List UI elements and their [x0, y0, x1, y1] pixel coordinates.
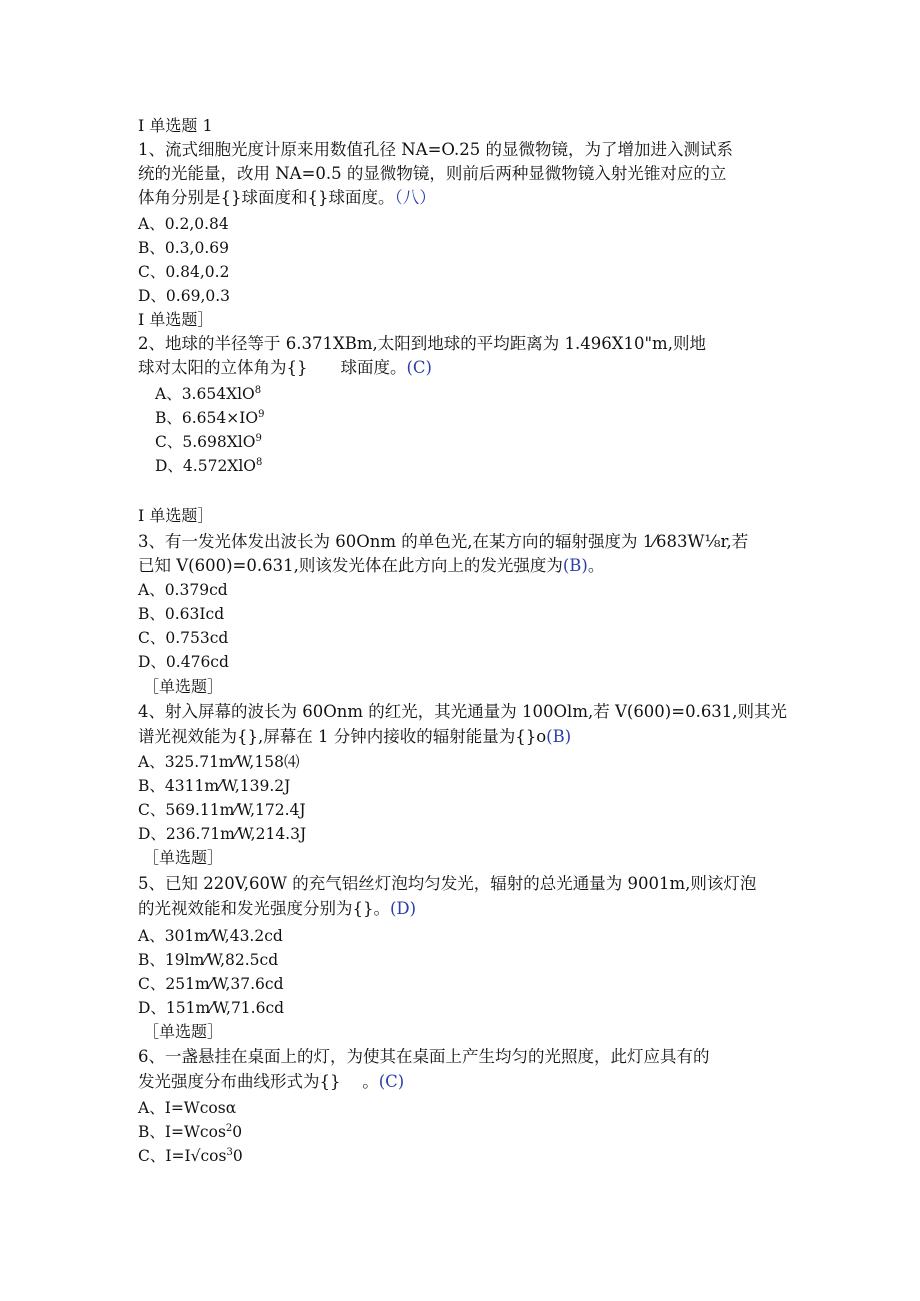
question-4-header: ［单选题］ [143, 677, 224, 696]
question-2-option-b: B、$6.654\times IO^9$ [155, 409, 265, 427]
question-4-line-2: 谱光视效能为{},屏幕在 1 分钟内接收的辐射能量为{}o(B) [138, 727, 572, 746]
question-4-line-1: 4、射入屏幕的波长为 60Onm 的红光，其光通量为 100Olm,若 V(600)=0.631,则其光 [138, 702, 788, 721]
question-1-option-b: B、0.3,0.69 [138, 239, 229, 257]
question-4-option-b: B、4311m⁄W,139.2J [138, 777, 291, 795]
question-5-option-a: A、301m⁄W,43.2cd [138, 927, 283, 945]
question-3-line-2: 已知 V(600)=0.631,则该发光体在此方向上的发光强度为(B)。 [138, 556, 605, 575]
question-1-line-1: 1、流式细胞光度计原来用数值孔径 NA=O.25 的显微物镜，为了增加进入测试系 [138, 140, 733, 159]
question-5-header: ［单选题］ [143, 848, 224, 867]
question-1-line-3: 体角分别是{}球面度和{}球面度。（八） [138, 188, 436, 207]
question-4-option-a: A、325.71m⁄W,158⑷ [138, 753, 300, 771]
question-3-answer: (B) [562, 556, 588, 575]
question-2-option-d: D、4.572XlO$^8$ [155, 457, 263, 475]
question-3-option-a: A、0.379cd [138, 581, 228, 599]
question-6-option-c: C、$I=I√\cos^30$ [138, 1147, 243, 1165]
question-5-answer: (D) [390, 899, 417, 918]
question-5-option-c: C、251m⁄W,37.6cd [138, 975, 284, 993]
question-1-option-d: D、0.69,0.3 [138, 287, 231, 305]
question-2-line-1: 2、地球的半径等于 6.371XBm,太阳到地球的平均距离为 1.496X10"m,则地 [138, 334, 706, 353]
question-3-option-c: C、0.753cd [138, 629, 229, 647]
question-6-option-b: B、I=Wcos$^2$0 [138, 1123, 243, 1141]
question-2-header: I 单选题］ [138, 310, 214, 329]
question-3-option-d: D、0.476cd [138, 653, 229, 671]
question-6-line-1: 6、一盏悬挂在桌面上的灯，为使其在桌面上产生均匀的光照度，此灯应具有的 [138, 1047, 710, 1066]
question-5-line-1: 5、已知 220V,60W 的充气铝丝灯泡均匀发光，辐射的总光通量为 9001m,则该灯泡 [138, 874, 757, 893]
question-4-option-c: C、569.11m⁄W,172.4J [138, 801, 306, 819]
question-2-option-c: C、5.698XlO$^9$ [155, 433, 262, 451]
question-1-line-2: 统的光能量，改用 NA=0.5 的显微物镜，则前后两种显微物镜入射光锥对应的立 [138, 164, 727, 183]
question-5-line-2: 的光视效能和发光强度分别为{}。(D) [138, 899, 417, 918]
question-2-option-a: A、3.654XlO$^8$ [155, 385, 262, 403]
question-6-header: ［单选题］ [143, 1022, 224, 1041]
question-4-option-d: D、236.71m⁄W,214.3J [138, 825, 307, 843]
question-3-header: I 单选题］ [138, 506, 214, 525]
question-1-option-c: C、0.84,0.2 [138, 263, 230, 281]
question-6-answer: (C) [378, 1072, 405, 1091]
question-4-answer: (B) [546, 727, 572, 746]
question-3-line-1: 3、有一发光体发出波长为 60Onm 的单色光,在某方向的辐射强度为 1⁄683W⅛r,若 [138, 532, 749, 551]
question-6-option-a: A、I=Wcosα [138, 1099, 237, 1117]
question-2-answer: (C) [406, 358, 432, 377]
question-2-line-2: 球对太阳的立体角为{} 球面度。(C) [138, 358, 432, 377]
question-1-option-a: A、0.2,0.84 [138, 215, 229, 233]
question-5-option-b: B、19lm⁄W,82.5cd [138, 951, 279, 969]
question-1-answer: （八） [394, 188, 436, 207]
question-1-header: I 单选题 1 [138, 116, 213, 135]
question-6-line-2: 发光强度分布曲线形式为{} 。(C) [138, 1072, 405, 1091]
question-3-option-b: B、0.63Icd [138, 605, 225, 623]
question-5-option-d: D、151m⁄W,71.6cd [138, 999, 285, 1017]
